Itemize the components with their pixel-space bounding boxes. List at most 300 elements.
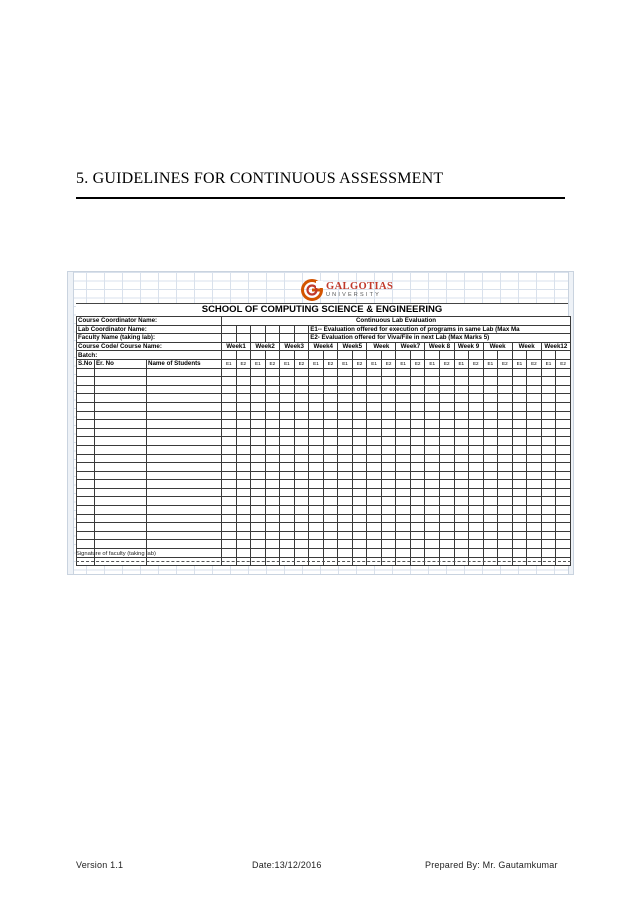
grid-cell	[265, 480, 280, 489]
grid-cell	[352, 351, 367, 360]
grid-cell	[425, 549, 440, 558]
grid-cell	[77, 402, 95, 411]
e1-header: E1	[541, 359, 556, 368]
student-row	[77, 377, 571, 386]
grid-cell	[556, 506, 571, 515]
grid-cell	[309, 445, 324, 454]
evaluation-table	[76, 316, 571, 566]
table-row	[77, 317, 571, 326]
grid-cell	[352, 497, 367, 506]
grid-cell	[280, 471, 295, 480]
grid-cell	[469, 368, 484, 377]
grid-cell	[222, 437, 237, 446]
grid-cell	[498, 471, 513, 480]
grid-cell	[367, 506, 382, 515]
grid-cell	[338, 437, 353, 446]
grid-cell	[556, 463, 571, 472]
grid-cell	[323, 523, 338, 532]
student-row	[77, 531, 571, 540]
grid-cell	[323, 368, 338, 377]
grid-cell	[222, 540, 237, 549]
grid-cell	[309, 506, 324, 515]
grid-cell	[338, 471, 353, 480]
student-row	[77, 394, 571, 403]
grid-cell	[323, 463, 338, 472]
grid-cell	[294, 471, 309, 480]
grid-cell	[439, 368, 454, 377]
grid-cell	[251, 480, 266, 489]
grid-cell	[280, 368, 295, 377]
grid-cell	[410, 377, 425, 386]
grid-cell	[381, 488, 396, 497]
grid-cell	[294, 497, 309, 506]
grid-cell	[367, 385, 382, 394]
grid-cell	[294, 325, 309, 334]
grid-cell	[309, 523, 324, 532]
grid-cell	[367, 428, 382, 437]
e1-header: E1	[454, 359, 469, 368]
grid-cell	[147, 506, 222, 515]
grid-cell	[469, 540, 484, 549]
grid-cell	[556, 514, 571, 523]
grid-cell	[483, 497, 498, 506]
footer-prepared-by: Prepared By: Mr. Gautamkumar	[425, 860, 558, 870]
student-name-header: Name of Students	[147, 359, 222, 368]
grid-cell	[280, 540, 295, 549]
grid-cell	[265, 411, 280, 420]
faculty-name-label: Faculty Name (taking lab):	[77, 334, 222, 343]
grid-cell	[527, 549, 542, 558]
grid-cell	[95, 531, 147, 540]
grid-cell	[367, 420, 382, 429]
grid-cell	[512, 531, 527, 540]
grid-cell	[294, 394, 309, 403]
grid-cell	[556, 549, 571, 558]
grid-cell	[454, 454, 469, 463]
course-code-label: Course Code/ Course Name:	[77, 342, 222, 351]
galgotias-logo-icon	[301, 279, 323, 301]
grid-cell	[222, 377, 237, 386]
grid-cell	[309, 411, 324, 420]
grid-cell	[512, 463, 527, 472]
grid-cell	[541, 454, 556, 463]
grid-cell	[251, 514, 266, 523]
grid-cell	[381, 394, 396, 403]
e2-header: E2	[527, 359, 542, 368]
grid-cell	[469, 402, 484, 411]
grid-cell	[147, 420, 222, 429]
grid-cell	[95, 437, 147, 446]
grid-cell	[425, 445, 440, 454]
e2-header: E2	[439, 359, 454, 368]
grid-cell	[396, 385, 411, 394]
grid-cell	[251, 488, 266, 497]
grid-cell	[556, 480, 571, 489]
grid-cell	[294, 480, 309, 489]
grid-cell	[280, 454, 295, 463]
grid-cell	[410, 471, 425, 480]
grid-cell	[396, 437, 411, 446]
grid-cell	[352, 488, 367, 497]
grid-cell	[439, 480, 454, 489]
grid-cell	[541, 549, 556, 558]
grid-cell	[147, 394, 222, 403]
grid-cell	[454, 531, 469, 540]
footer-version: Version 1.1	[76, 860, 124, 870]
grid-cell	[541, 497, 556, 506]
grid-cell	[222, 488, 237, 497]
grid-cell	[469, 480, 484, 489]
grid-cell	[77, 531, 95, 540]
grid-cell	[294, 540, 309, 549]
grid-cell	[294, 334, 309, 343]
grid-cell	[527, 523, 542, 532]
grid-cell	[352, 531, 367, 540]
grid-cell	[95, 445, 147, 454]
grid-cell	[95, 411, 147, 420]
grid-cell	[454, 368, 469, 377]
grid-cell	[381, 420, 396, 429]
grid-cell	[236, 368, 251, 377]
grid-cell	[512, 351, 527, 360]
grid-cell	[236, 506, 251, 515]
grid-cell	[222, 428, 237, 437]
grid-cell	[265, 549, 280, 558]
grid-cell	[309, 402, 324, 411]
grid-cell	[294, 420, 309, 429]
grid-cell	[439, 488, 454, 497]
grid-cell	[556, 402, 571, 411]
grid-cell	[352, 506, 367, 515]
grid-cell	[77, 437, 95, 446]
student-row	[77, 540, 571, 549]
grid-cell	[512, 437, 527, 446]
grid-cell	[95, 488, 147, 497]
grid-cell	[95, 463, 147, 472]
grid-cell	[396, 540, 411, 549]
grid-cell	[338, 480, 353, 489]
grid-cell	[454, 514, 469, 523]
grid-cell	[512, 454, 527, 463]
grid-cell	[483, 351, 498, 360]
grid-cell	[439, 454, 454, 463]
grid-cell	[338, 428, 353, 437]
grid-cell	[439, 402, 454, 411]
grid-cell	[410, 385, 425, 394]
grid-cell	[309, 368, 324, 377]
week-header: Week5	[338, 342, 367, 351]
grid-cell	[251, 463, 266, 472]
grid-cell	[439, 420, 454, 429]
grid-cell	[410, 549, 425, 558]
grid-cell	[454, 549, 469, 558]
grid-cell	[147, 531, 222, 540]
grid-cell	[294, 368, 309, 377]
grid-cell	[556, 411, 571, 420]
grid-cell	[527, 445, 542, 454]
grid-cell	[396, 445, 411, 454]
student-row	[77, 471, 571, 480]
grid-cell	[396, 463, 411, 472]
grid-cell	[454, 471, 469, 480]
grid-cell	[512, 445, 527, 454]
grid-cell	[95, 471, 147, 480]
grid-cell	[527, 480, 542, 489]
grid-cell	[527, 368, 542, 377]
grid-cell	[410, 454, 425, 463]
grid-cell	[541, 351, 556, 360]
grid-cell	[280, 531, 295, 540]
course-coordinator-label: Course Coordinator Name:	[77, 317, 222, 326]
grid-cell	[425, 514, 440, 523]
grid-cell	[147, 463, 222, 472]
grid-cell	[265, 368, 280, 377]
grid-cell	[367, 411, 382, 420]
grid-cell	[396, 454, 411, 463]
grid-cell	[251, 437, 266, 446]
week-header: Week	[483, 342, 512, 351]
grid-cell	[147, 549, 222, 558]
grid-cell	[396, 420, 411, 429]
grid-cell	[556, 523, 571, 532]
grid-cell	[265, 420, 280, 429]
grid-cell	[381, 402, 396, 411]
grid-cell	[396, 402, 411, 411]
grid-cell	[280, 437, 295, 446]
grid-cell	[367, 531, 382, 540]
grid-cell	[222, 334, 237, 343]
grid-cell	[410, 514, 425, 523]
grid-cell	[483, 402, 498, 411]
grid-cell	[77, 471, 95, 480]
grid-cell	[425, 480, 440, 489]
grid-cell	[222, 480, 237, 489]
grid-cell	[527, 437, 542, 446]
grid-cell	[323, 514, 338, 523]
grid-cell	[469, 531, 484, 540]
grid-cell	[265, 325, 280, 334]
grid-cell	[309, 488, 324, 497]
grid-cell	[527, 497, 542, 506]
footer-date: Date:13/12/2016	[252, 860, 322, 870]
grid-cell	[294, 454, 309, 463]
grid-cell	[251, 540, 266, 549]
grid-cell	[381, 540, 396, 549]
table-row	[77, 342, 571, 351]
grid-cell	[498, 514, 513, 523]
grid-cell	[527, 420, 542, 429]
table-row	[77, 325, 571, 334]
grid-cell	[556, 428, 571, 437]
grid-cell	[236, 377, 251, 386]
grid-cell	[280, 420, 295, 429]
grid-cell	[483, 488, 498, 497]
grid-cell	[425, 531, 440, 540]
grid-cell	[147, 471, 222, 480]
grid-cell	[469, 549, 484, 558]
student-row	[77, 454, 571, 463]
grid-cell	[95, 454, 147, 463]
grid-cell	[265, 385, 280, 394]
grid-cell	[265, 428, 280, 437]
grid-cell	[323, 531, 338, 540]
grid-cell	[381, 471, 396, 480]
grid-cell	[439, 351, 454, 360]
grid-cell	[236, 334, 251, 343]
grid-cell	[323, 506, 338, 515]
grid-cell	[352, 454, 367, 463]
grid-cell	[512, 471, 527, 480]
grid-cell	[222, 463, 237, 472]
grid-cell	[323, 394, 338, 403]
grid-cell	[439, 428, 454, 437]
student-row	[77, 523, 571, 532]
grid-cell	[483, 540, 498, 549]
grid-cell	[396, 497, 411, 506]
grid-cell	[556, 437, 571, 446]
grid-cell	[454, 437, 469, 446]
grid-cell	[454, 351, 469, 360]
grid-cell	[367, 514, 382, 523]
grid-cell	[396, 368, 411, 377]
grid-cell	[323, 411, 338, 420]
grid-cell	[367, 394, 382, 403]
grid-cell	[512, 506, 527, 515]
grid-cell	[265, 454, 280, 463]
grid-cell	[77, 463, 95, 472]
grid-cell	[498, 377, 513, 386]
grid-cell	[439, 497, 454, 506]
grid-cell	[396, 480, 411, 489]
grid-cell	[439, 531, 454, 540]
grid-cell	[77, 454, 95, 463]
e1-header: E1	[338, 359, 353, 368]
grid-cell	[541, 411, 556, 420]
grid-cell	[410, 411, 425, 420]
grid-cell	[396, 506, 411, 515]
grid-cell	[77, 411, 95, 420]
grid-cell	[251, 394, 266, 403]
grid-cell	[265, 402, 280, 411]
grid-cell	[541, 445, 556, 454]
grid-cell	[396, 394, 411, 403]
grid-cell	[251, 325, 266, 334]
grid-cell	[410, 420, 425, 429]
grid-cell	[367, 549, 382, 558]
e1-header: E1	[425, 359, 440, 368]
logo-name: GALGOTIAS	[326, 280, 394, 292]
grid-cell	[147, 488, 222, 497]
grid-cell	[95, 514, 147, 523]
grid-cell	[77, 506, 95, 515]
grid-cell	[338, 488, 353, 497]
grid-cell	[454, 420, 469, 429]
grid-cell	[236, 471, 251, 480]
grid-cell	[483, 463, 498, 472]
grid-cell	[338, 351, 353, 360]
grid-cell	[352, 394, 367, 403]
grid-cell	[483, 377, 498, 386]
grid-cell	[95, 377, 147, 386]
grid-cell	[294, 514, 309, 523]
grid-cell	[483, 471, 498, 480]
grid-cell	[95, 540, 147, 549]
grid-cell	[147, 514, 222, 523]
grid-cell	[541, 394, 556, 403]
grid-cell	[527, 506, 542, 515]
grid-cell	[265, 377, 280, 386]
grid-cell	[77, 540, 95, 549]
e2-header: E2	[265, 359, 280, 368]
grid-cell	[251, 497, 266, 506]
grid-cell	[323, 445, 338, 454]
grid-cell	[338, 394, 353, 403]
grid-cell	[454, 445, 469, 454]
grid-cell	[309, 531, 324, 540]
grid-cell	[498, 540, 513, 549]
grid-cell	[236, 549, 251, 558]
grid-cell	[381, 385, 396, 394]
grid-cell	[367, 377, 382, 386]
student-row	[77, 402, 571, 411]
grid-cell	[265, 488, 280, 497]
e2-header: E2	[236, 359, 251, 368]
grid-cell	[425, 523, 440, 532]
grid-cell	[367, 463, 382, 472]
grid-cell	[147, 454, 222, 463]
grid-cell	[309, 514, 324, 523]
grid-cell	[410, 488, 425, 497]
grid-cell	[236, 402, 251, 411]
grid-cell	[498, 394, 513, 403]
grid-cell	[469, 411, 484, 420]
grid-cell	[527, 402, 542, 411]
grid-cell	[367, 471, 382, 480]
grid-cell	[280, 497, 295, 506]
grid-cell	[454, 385, 469, 394]
grid-cell	[439, 385, 454, 394]
grid-cell	[367, 523, 382, 532]
grid-cell	[498, 445, 513, 454]
grid-cell	[338, 506, 353, 515]
grid-cell	[381, 377, 396, 386]
grid-cell	[469, 428, 484, 437]
grid-cell	[323, 377, 338, 386]
grid-cell	[439, 514, 454, 523]
e1-header: E1	[309, 359, 324, 368]
grid-cell	[352, 411, 367, 420]
grid-cell	[77, 368, 95, 377]
grid-cell	[147, 368, 222, 377]
grid-cell	[454, 540, 469, 549]
e2-header: E2	[294, 359, 309, 368]
e2-note: E2- Evaluation offered for Viva/File in next Lab (Max Marks 5)	[309, 334, 571, 343]
school-title: SCHOOL OF COMPUTING SCIENCE & ENGINEERING	[76, 303, 568, 317]
grid-cell	[541, 463, 556, 472]
grid-cell	[498, 523, 513, 532]
grid-cell	[396, 411, 411, 420]
grid-cell	[512, 549, 527, 558]
grid-cell	[396, 351, 411, 360]
week-header: Week 8	[425, 342, 454, 351]
grid-cell	[410, 445, 425, 454]
grid-cell	[498, 428, 513, 437]
grid-cell	[251, 471, 266, 480]
grid-cell	[541, 437, 556, 446]
grid-cell	[236, 351, 251, 360]
grid-cell	[483, 445, 498, 454]
grid-cell	[381, 445, 396, 454]
